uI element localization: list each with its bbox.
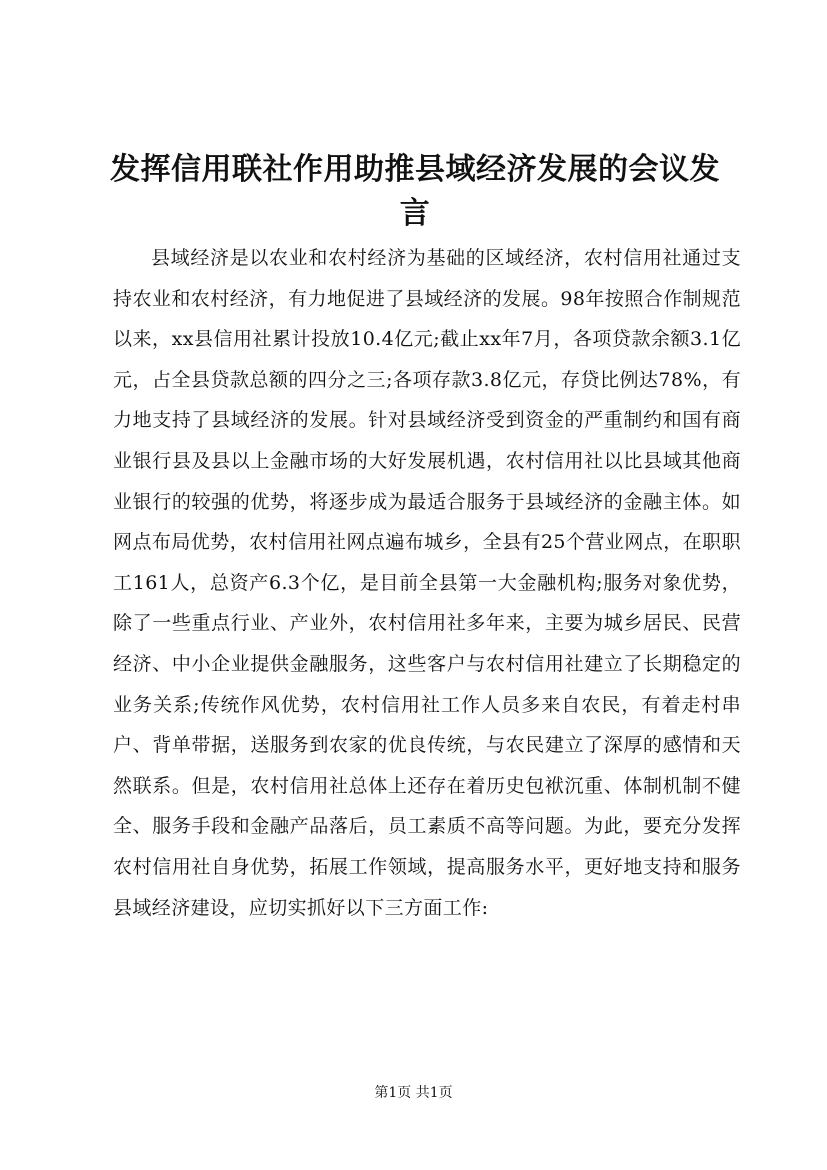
page-footer: 第1页 共1页 bbox=[374, 1085, 453, 1101]
document-title: 发挥信用联社作用助推县域经济发展的会议发言 bbox=[110, 152, 720, 231]
body-paragraph: 县域经济是以农业和农村经济为基础的区域经济，农村信用社通过支持农业和农村经济，有力地促进了县域经济的发展。98年按照合作制规范以来，xx县信用社累计投放10.4亿元;截止xx年7月，各项贷款余额3.1亿元，占全县贷款总额的四分之三;各项存款3.8亿元，存贷比例达78%，有力地支持了县域经济的发展。针对县域经济受到资金的严重制约和国有商业银行县及县以上金融市场的大好发展机遇，农村信用社以比县域其他商业银行的较强的优势，将逐步成为最适合服务于县域经济的金融主体。如网点布局优势，农村信用社网点遍布城乡，全县有25个营业网点，在职职工161人，总资产6.3个亿，是目前全县第一大金融机构;服务对象优势，除了一些重点行业、产业外，农村信用社多年来，主要为城乡居民、民营经济、中小企业提供金融服务，这些客户与农村信用社建立了长期稳定的业务关系;传统作风优势，农村信用社工作人员多来自农民，有着走村串户、背单带据，送服务到农家的优良传统，与农民建立了深厚的感情和天然联系。但是，农村信用社总体上还存在着历史包袱沉重、体制机制不健全、服务手段和金融产品落后，员工素质不高等问题。为此，要充分发挥农村信用社自身优势，拓展工作领域，提高服务水平，更好地支持和服务县域经济建设，应切实抓好以下三方面工作: bbox=[113, 247, 741, 919]
